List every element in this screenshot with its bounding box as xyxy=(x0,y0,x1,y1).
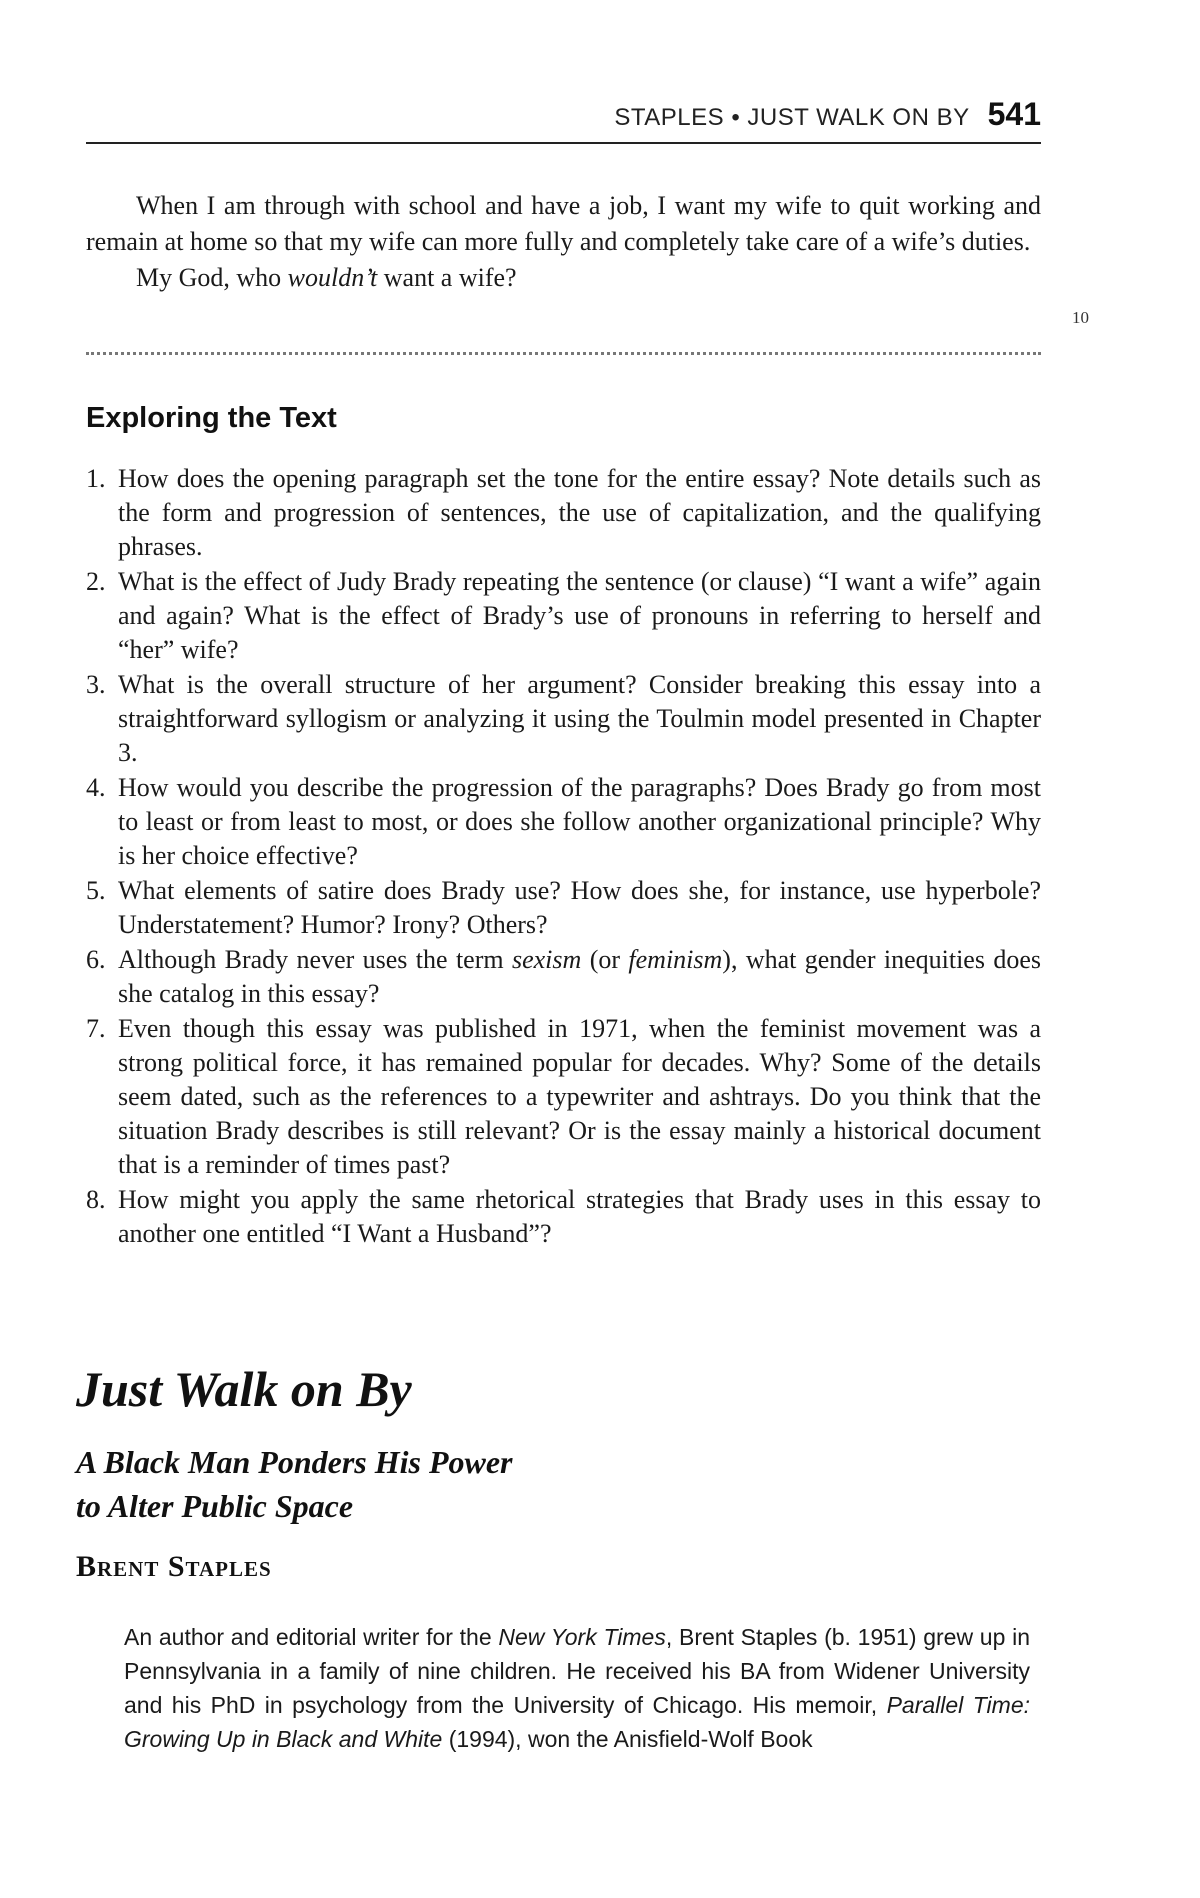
body-paragraph: When I am through with school and have a job, I want my wife to quit working and remain at home so that my wife can more fully and completely take care of a wife’s duties. xyxy=(86,191,1041,256)
paragraph-number: 10 xyxy=(1072,308,1089,327)
running-header-text xyxy=(614,96,1041,133)
list-item: 8. How might you apply the same rhetorical strategies that Brady uses in this essay to another one entitled “I Want a Husband”? xyxy=(86,1185,1041,1248)
list-item: 5. What elements of satire does Brady use? How does she, for instance, use hyperbole? Understatement? Humor? Irony? Others? xyxy=(86,876,1041,939)
author-bio: An author and editorial writer for the New York Times, Brent Staples (b. 1951) grew up in Pennsylvania in a family of nine children. He received his BA from Widener University and his PhD in psychology from the University of Chicago. His memoir, Parallel Time: Growing Up in Black and White (1994), won the Anisfield-Wolf Book xyxy=(124,1624,1031,1752)
essay-title: Just Walk on By xyxy=(76,1361,412,1417)
section-heading: Exploring the Text xyxy=(86,402,337,434)
list-item: 4. How would you describe the progression of the paragraphs? Does Brady go from most to least or from least to most, or does she follow another organizational principle? Why is her choice effective? xyxy=(86,773,1041,870)
list-item: 1. How does the opening paragraph set the tone for the entire essay? Note details such as the form and progression of sentences, the use of capitalization, and the qualifying phrases. xyxy=(86,464,1041,561)
running-title: STAPLES • JUST WALK ON BY xyxy=(614,104,970,131)
emphasis: wouldn’t xyxy=(287,263,378,292)
emphasis: sexism xyxy=(511,945,582,974)
list-item: 7. Even though this essay was published in 1971, when the feminist movement was a strong political force, it has remained popular for decades. Why? Some of the details seem dated, such as the references to a typewriter and ashtrays. Do you think that the situation Brady describes is still relevant? Or is the essay mainly a historical document that is a reminder of times past? xyxy=(86,1014,1041,1179)
essay-subtitle: A Black Man Ponders His Power to Alter Public Space xyxy=(76,1444,513,1524)
page-number: 541 xyxy=(987,96,1041,132)
list-item: 6. Although Brady never uses the term sexism (or feminism), what gender inequities does she catalog in this essay? xyxy=(86,945,1042,1008)
emphasis: feminism xyxy=(628,945,723,974)
author-name: Brent Staples xyxy=(76,1550,272,1583)
running-header xyxy=(86,96,1041,146)
list-item: 3. What is the overall structure of her argument? Consider breaking this essay into a straightforward syllogism or analyzing it using the Toulmin model presented in Chapter 3. xyxy=(86,670,1041,767)
question-list xyxy=(86,462,1041,1252)
essay-body-text xyxy=(86,188,1041,296)
emphasis: New York Times xyxy=(498,1624,666,1650)
emphasis: Parallel Time: Growing Up in Black and White xyxy=(124,1692,1030,1752)
header-rule xyxy=(86,142,1041,144)
body-paragraph-closing: My God, who wouldn’t want a wife? xyxy=(136,263,517,292)
dotted-divider xyxy=(86,352,1041,355)
list-item: 2. What is the effect of Judy Brady repeating the sentence (or clause) “I want a wife” again and again? What is the effect of Brady’s use of pronouns in referring to herself and “her” wife? xyxy=(86,567,1041,664)
